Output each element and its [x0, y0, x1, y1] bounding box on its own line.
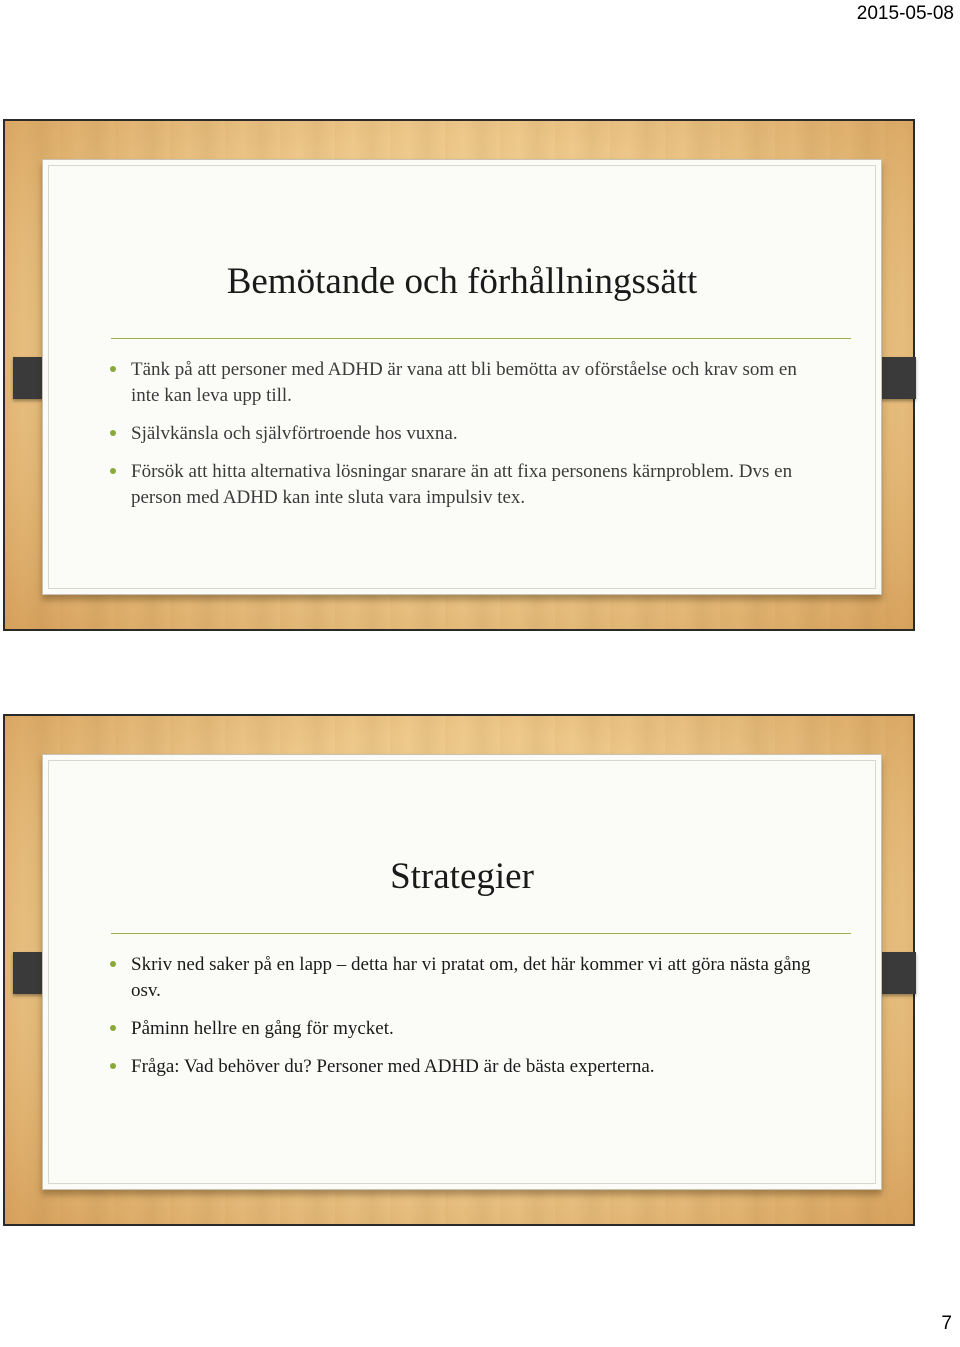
page-number: 7: [941, 1313, 952, 1334]
bullet-dot-icon: [110, 1063, 116, 1069]
title-divider: [111, 338, 851, 339]
bullet-dot-icon: [110, 468, 116, 474]
bullet-item: [125, 459, 815, 511]
bullet-text: Självkänsla och självförtroende hos vuxna.: [131, 423, 458, 444]
bullet-dot-icon: [110, 430, 116, 436]
bullet-text: Tänk på att personer med ADHD är vana att bli bemötta av oförståelse och krav som en inte kan leva upp till.: [131, 359, 797, 406]
bullet-text: Skriv ned saker på en lapp – detta har vi pratat om, det här kommer vi att göra nästa gång osv.: [131, 954, 811, 1001]
bullet-text: Försök att hitta alternativa lösningar snarare än att fixa personens kärnproblem. Dvs en person med ADHD kan inte sluta vara impulsiv tex.: [131, 461, 793, 508]
bullet-text: Fråga: Vad behöver du? Personer med ADHD är de bästa experterna.: [131, 1056, 655, 1077]
bullet-item: [125, 421, 815, 447]
bullet-item: [125, 1054, 815, 1080]
slide-title: Strategier: [390, 856, 534, 897]
bullet-dot-icon: [110, 366, 116, 372]
bullet-text: Påminn hellre en gång för mycket.: [131, 1018, 394, 1039]
slide-card: [42, 754, 882, 1190]
bullet-list: [125, 952, 815, 1092]
page-date: 2015-05-08: [856, 3, 954, 24]
slide-card: [42, 159, 882, 595]
bullet-item: [125, 1016, 815, 1042]
bullet-dot-icon: [110, 1025, 116, 1031]
slide-title: Bemötande och förhållningssätt: [226, 261, 698, 302]
bullet-dot-icon: [110, 961, 116, 967]
bullet-list: [125, 357, 815, 523]
bullet-item: [125, 952, 815, 1004]
slide-1: [3, 119, 915, 631]
slide-2: [3, 714, 915, 1226]
title-divider: [111, 933, 851, 934]
bullet-item: [125, 357, 815, 409]
